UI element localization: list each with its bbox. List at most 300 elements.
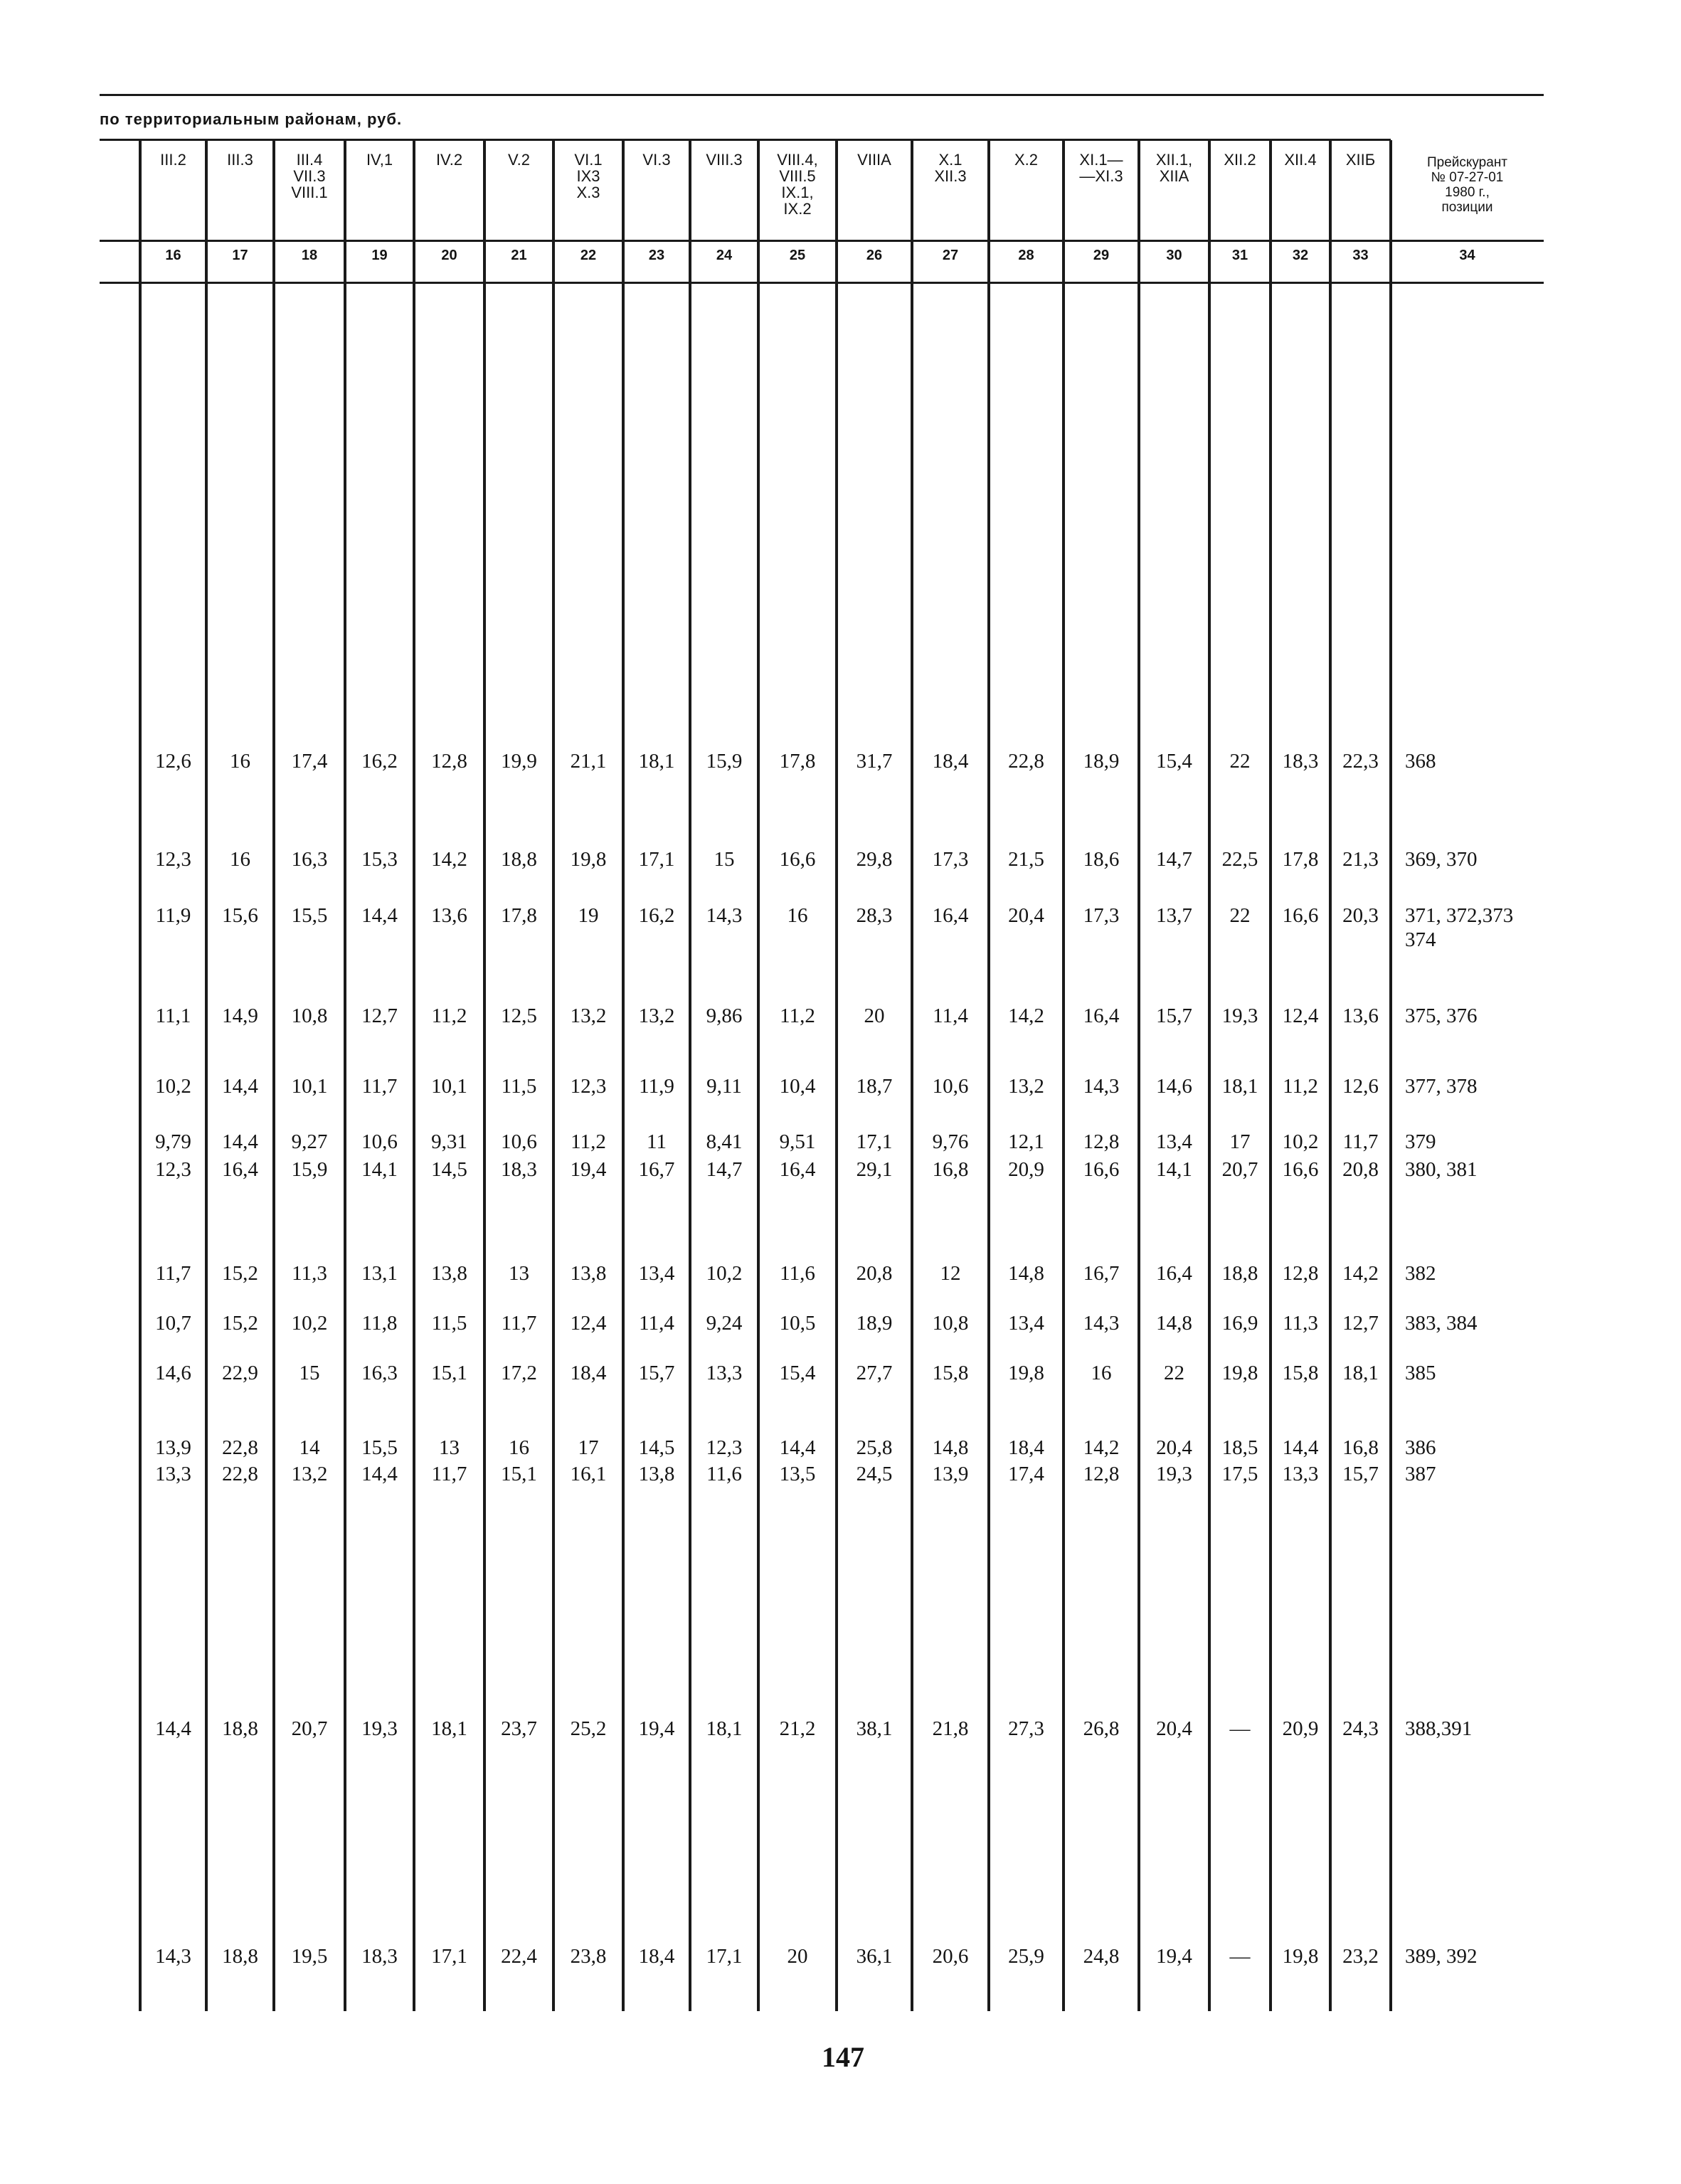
table-cell: 13,4 bbox=[1156, 1130, 1192, 1153]
table-cell: 13,8 bbox=[638, 1463, 675, 1485]
table-cell: 10,6 bbox=[361, 1130, 398, 1153]
table-cell: 17,4 bbox=[291, 750, 328, 773]
table-cell: 11,8 bbox=[361, 1312, 398, 1335]
table-cell: 20 bbox=[864, 1004, 885, 1027]
table-cell: 11,6 bbox=[706, 1463, 742, 1485]
table-cell: 13,2 bbox=[1008, 1075, 1044, 1098]
table-cell: 27,7 bbox=[856, 1362, 893, 1384]
table-cell: 16 bbox=[787, 904, 808, 927]
column-header: V.2 bbox=[507, 151, 530, 169]
table-cell: 19,4 bbox=[570, 1158, 607, 1181]
column-number: 34 bbox=[1459, 248, 1475, 263]
table-cell: 16 bbox=[230, 848, 250, 871]
table-cell: 13 bbox=[509, 1262, 529, 1285]
column-header: XI.1— —XI.3 bbox=[1079, 151, 1123, 185]
table-cell: 17,2 bbox=[501, 1362, 537, 1384]
table-cell: 15,7 bbox=[1342, 1463, 1379, 1485]
column-header: XII.1, XIIA bbox=[1155, 151, 1193, 185]
table-cell: 25,8 bbox=[856, 1436, 893, 1459]
table-cell: 19,4 bbox=[1156, 1945, 1192, 1968]
table-cell: 18,8 bbox=[222, 1945, 258, 1968]
table-cell: 16,7 bbox=[1083, 1262, 1120, 1285]
column-number: 33 bbox=[1352, 248, 1369, 263]
table-cell: 12,4 bbox=[1282, 1004, 1319, 1027]
table-cell: 15,9 bbox=[291, 1158, 328, 1181]
table-cell: 22,8 bbox=[1008, 750, 1044, 773]
table-cell: 28,3 bbox=[856, 904, 893, 927]
table-cell: 18,9 bbox=[856, 1312, 893, 1335]
table-cell: 18,9 bbox=[1083, 750, 1120, 773]
table-cell: 14,2 bbox=[1083, 1436, 1120, 1459]
table-cell: 22 bbox=[1229, 904, 1251, 927]
table-cell: 14,7 bbox=[1156, 848, 1192, 871]
table-cell: 9,11 bbox=[706, 1075, 742, 1098]
table-cell: 18,8 bbox=[501, 848, 537, 871]
table-cell: 10,7 bbox=[155, 1312, 191, 1335]
table-cell: 9,79 bbox=[155, 1130, 191, 1153]
table-cell: 14,8 bbox=[1008, 1262, 1044, 1285]
table-cell: 13,7 bbox=[1156, 904, 1192, 927]
table-cell: 11,3 bbox=[292, 1262, 327, 1285]
table-cell: 20,3 bbox=[1342, 904, 1379, 927]
table-cell: 11,2 bbox=[431, 1004, 467, 1027]
price-list-position: 379 bbox=[1405, 1130, 1436, 1153]
column-number: 22 bbox=[580, 248, 597, 263]
table-cell: 16,3 bbox=[361, 1362, 398, 1384]
table-cell: 15,2 bbox=[222, 1262, 258, 1285]
table-cell: 20 bbox=[787, 1945, 808, 1968]
table-cell: 13 bbox=[439, 1436, 460, 1459]
table-cell: 14,1 bbox=[1156, 1158, 1192, 1181]
table-cell: 17 bbox=[578, 1436, 599, 1459]
table-cell: 11,5 bbox=[431, 1312, 467, 1335]
column-number: 24 bbox=[716, 248, 733, 263]
table-cell: 11,1 bbox=[155, 1004, 191, 1027]
column-number: 18 bbox=[301, 248, 318, 263]
table-cell: 19 bbox=[578, 904, 599, 927]
table-cell: 18,4 bbox=[1008, 1436, 1044, 1459]
table-cell: 14,2 bbox=[1342, 1262, 1379, 1285]
table-cell: 11,6 bbox=[780, 1262, 815, 1285]
table-cell: 10,8 bbox=[291, 1004, 328, 1027]
table-cell: 14,1 bbox=[361, 1158, 398, 1181]
table-cell: 29,8 bbox=[856, 848, 893, 871]
column-number: 19 bbox=[371, 248, 388, 263]
table-cell: 13,2 bbox=[638, 1004, 675, 1027]
column-header: VI.1 IX3 X.3 bbox=[574, 151, 603, 201]
column-number: 16 bbox=[165, 248, 181, 263]
table-cell: 14,3 bbox=[1083, 1312, 1120, 1335]
column-header: IV,1 bbox=[366, 151, 393, 169]
column-number: 28 bbox=[1018, 248, 1034, 263]
table-cell: 18,5 bbox=[1221, 1436, 1258, 1459]
table-cell: 14,6 bbox=[155, 1362, 191, 1384]
table-cell: 13,3 bbox=[155, 1463, 191, 1485]
table-cell: 13,9 bbox=[932, 1463, 969, 1485]
table-cell: 16,9 bbox=[1221, 1312, 1258, 1335]
table-cell: 18,1 bbox=[1342, 1362, 1379, 1384]
column-header: III.2 bbox=[160, 151, 186, 169]
table-cell: 17,8 bbox=[779, 750, 816, 773]
table-cell: 11 bbox=[647, 1130, 667, 1153]
table-cell: 13,8 bbox=[431, 1262, 467, 1285]
table-cell: 15 bbox=[299, 1362, 320, 1384]
table-cell: 19,8 bbox=[1282, 1945, 1319, 1968]
table-cell: 16,8 bbox=[1342, 1436, 1379, 1459]
table-cell: 14,4 bbox=[1282, 1436, 1319, 1459]
table-cell: 18,1 bbox=[431, 1717, 467, 1740]
table-cell: 14,4 bbox=[361, 1463, 398, 1485]
table-cell: 12,8 bbox=[1083, 1463, 1120, 1485]
table-cell: 11,5 bbox=[501, 1075, 537, 1098]
table-cell: 14,4 bbox=[155, 1717, 191, 1740]
table-cell: 15,1 bbox=[501, 1463, 537, 1485]
price-list-position: 389, 392 bbox=[1405, 1945, 1478, 1968]
table-cell: 16 bbox=[509, 1436, 529, 1459]
table-cell: 23,7 bbox=[501, 1717, 537, 1740]
table-cell: 11,7 bbox=[431, 1463, 467, 1485]
column-number: 32 bbox=[1292, 248, 1309, 263]
table-cell: 25,2 bbox=[570, 1717, 607, 1740]
table-cell: 14,4 bbox=[779, 1436, 816, 1459]
table-cell: 13,5 bbox=[779, 1463, 816, 1485]
table-cell: 9,24 bbox=[706, 1312, 743, 1335]
table-cell: 18,6 bbox=[1083, 848, 1120, 871]
column-header: VIIIA bbox=[857, 151, 891, 169]
table-cell: 15,5 bbox=[291, 904, 328, 927]
table-cell: 9,51 bbox=[779, 1130, 816, 1153]
header-bottom-rule bbox=[100, 240, 1544, 242]
table-cell: 11,7 bbox=[155, 1262, 191, 1285]
table-cell: 19,9 bbox=[501, 750, 537, 773]
table-cell: 18,4 bbox=[638, 1945, 675, 1968]
table-cell: 21,3 bbox=[1342, 848, 1379, 871]
table-cell: 10,1 bbox=[291, 1075, 328, 1098]
table-cell: 15,8 bbox=[932, 1362, 969, 1384]
table-cell: 11,2 bbox=[1283, 1075, 1318, 1098]
table-cell: 18,8 bbox=[222, 1717, 258, 1740]
table-cell: 12,8 bbox=[1083, 1130, 1120, 1153]
table-cell: 17,8 bbox=[1282, 848, 1319, 871]
table-cell: 18,8 bbox=[1221, 1262, 1258, 1285]
table-cell: 26,8 bbox=[1083, 1717, 1120, 1740]
table-cell: 11,2 bbox=[780, 1004, 815, 1027]
table-cell: 19,8 bbox=[1221, 1362, 1258, 1384]
column-number: 27 bbox=[942, 248, 959, 263]
table-cell: 17,4 bbox=[1008, 1463, 1044, 1485]
column-number-rule bbox=[100, 282, 1544, 284]
table-cell: — bbox=[1229, 1945, 1251, 1968]
column-header: III.3 bbox=[227, 151, 253, 169]
price-list-position: 380, 381 bbox=[1405, 1158, 1478, 1181]
column-number: 20 bbox=[441, 248, 457, 263]
table-cell: — bbox=[1229, 1717, 1251, 1740]
column-number: 29 bbox=[1093, 248, 1110, 263]
table-cell: 12,1 bbox=[1008, 1130, 1044, 1153]
table-cell: 12 bbox=[940, 1262, 961, 1285]
table-cell: 11,7 bbox=[1342, 1130, 1379, 1153]
table-cell: 13,4 bbox=[1008, 1312, 1044, 1335]
table-cell: 9,31 bbox=[431, 1130, 467, 1153]
table-cell: 15 bbox=[714, 848, 735, 871]
table-cell: 18,3 bbox=[1282, 750, 1319, 773]
table-cell: 16,4 bbox=[1156, 1262, 1192, 1285]
table-cell: 13,8 bbox=[570, 1262, 607, 1285]
table-cell: 18,3 bbox=[361, 1945, 398, 1968]
table-cell: 10,6 bbox=[501, 1130, 537, 1153]
column-number: 23 bbox=[648, 248, 665, 263]
table-cell: 24,3 bbox=[1342, 1717, 1379, 1740]
table-cell: 16 bbox=[1091, 1362, 1112, 1384]
table-cell: 10,2 bbox=[1282, 1130, 1319, 1153]
table-cell: 15,3 bbox=[361, 848, 398, 871]
price-list-position: 374 bbox=[1405, 928, 1436, 951]
table-cell: 14,8 bbox=[932, 1436, 969, 1459]
table-cell: 14,8 bbox=[1156, 1312, 1192, 1335]
table-cell: 15,7 bbox=[1156, 1004, 1192, 1027]
table-cell: 17 bbox=[1229, 1130, 1251, 1153]
table-cell: 17,3 bbox=[932, 848, 969, 871]
table-cell: 17,1 bbox=[706, 1945, 743, 1968]
table-cell: 14,7 bbox=[706, 1158, 743, 1181]
table-cell: 13,3 bbox=[1282, 1463, 1319, 1485]
table-cell: 11,9 bbox=[639, 1075, 674, 1098]
table-cell: 22,5 bbox=[1221, 848, 1258, 871]
table-cell: 16,2 bbox=[361, 750, 398, 773]
table-cell: 13,9 bbox=[155, 1436, 191, 1459]
table-cell: 22,4 bbox=[501, 1945, 537, 1968]
table-cell: 38,1 bbox=[856, 1717, 893, 1740]
table-cell: 12,3 bbox=[706, 1436, 743, 1459]
table-cell: 17,1 bbox=[638, 848, 675, 871]
table-cell: 22,3 bbox=[1342, 750, 1379, 773]
price-list-position: 371, 372,373 bbox=[1405, 904, 1514, 927]
table-cell: 13,6 bbox=[1342, 1004, 1379, 1027]
table-cell: 14,4 bbox=[222, 1130, 258, 1153]
column-number: 25 bbox=[789, 248, 806, 263]
column-number: 31 bbox=[1231, 248, 1248, 263]
column-number: 21 bbox=[511, 248, 527, 263]
table-cell: 16,4 bbox=[932, 904, 969, 927]
table-cell: 11,4 bbox=[639, 1312, 674, 1335]
table-cell: 22,8 bbox=[222, 1463, 258, 1485]
table-cell: 15,4 bbox=[779, 1362, 816, 1384]
table-cell: 12,5 bbox=[501, 1004, 537, 1027]
column-header: IV.2 bbox=[435, 151, 463, 169]
table-cell: 18,4 bbox=[932, 750, 969, 773]
table-cell: 14,3 bbox=[1083, 1075, 1120, 1098]
table-cell: 10,6 bbox=[932, 1075, 969, 1098]
table-cell: 16,4 bbox=[222, 1158, 258, 1181]
table-cell: 16,6 bbox=[1282, 904, 1319, 927]
table-cell: 18,4 bbox=[570, 1362, 607, 1384]
table-cell: 13,1 bbox=[361, 1262, 398, 1285]
table-cell: 10,8 bbox=[932, 1312, 969, 1335]
table-cell: 19,5 bbox=[291, 1945, 328, 1968]
table-cell: 8,41 bbox=[706, 1130, 743, 1153]
table-cell: 23,8 bbox=[570, 1945, 607, 1968]
price-list-position: 386 bbox=[1405, 1436, 1436, 1459]
table-cell: 20,4 bbox=[1008, 904, 1044, 927]
table-cell: 14 bbox=[299, 1436, 320, 1459]
table-cell: 17,8 bbox=[501, 904, 537, 927]
column-number: 26 bbox=[866, 248, 883, 263]
table-cell: 13,2 bbox=[570, 1004, 607, 1027]
table-cell: 12,7 bbox=[1342, 1312, 1379, 1335]
column-header: VIII.3 bbox=[706, 151, 743, 169]
table-cell: 12,6 bbox=[155, 750, 191, 773]
table-cell: 14,4 bbox=[361, 904, 398, 927]
table-cell: 15,7 bbox=[638, 1362, 675, 1384]
table-cell: 16,7 bbox=[638, 1158, 675, 1181]
price-list-position: 369, 370 bbox=[1405, 848, 1478, 871]
table-cell: 21,8 bbox=[932, 1717, 969, 1740]
table-cell: 12,8 bbox=[1282, 1262, 1319, 1285]
table-cell: 17,3 bbox=[1083, 904, 1120, 927]
table-cell: 12,3 bbox=[155, 848, 191, 871]
table-cell: 11,4 bbox=[933, 1004, 968, 1027]
table-cell: 12,8 bbox=[431, 750, 467, 773]
price-list-position: 368 bbox=[1405, 750, 1436, 773]
table-cell: 10,2 bbox=[706, 1262, 743, 1285]
column-header: XIIБ bbox=[1345, 151, 1376, 169]
table-cell: 20,9 bbox=[1282, 1717, 1319, 1740]
table-cell: 24,5 bbox=[856, 1463, 893, 1485]
table-cell: 18,1 bbox=[638, 750, 675, 773]
table-cell: 17,1 bbox=[431, 1945, 467, 1968]
column-header: XII.2 bbox=[1224, 151, 1256, 169]
table-cell: 9,86 bbox=[706, 1004, 743, 1027]
column-header: III.4 VII.3 VIII.1 bbox=[291, 151, 328, 201]
table-cell: 14,9 bbox=[222, 1004, 258, 1027]
table-cell: 22,9 bbox=[222, 1362, 258, 1384]
table-cell: 23,2 bbox=[1342, 1945, 1379, 1968]
column-number: 30 bbox=[1166, 248, 1182, 263]
table-cell: 20,6 bbox=[932, 1945, 969, 1968]
table-cell: 14,5 bbox=[638, 1436, 675, 1459]
table-cell: 20,8 bbox=[856, 1262, 893, 1285]
table-cell: 14,5 bbox=[431, 1158, 467, 1181]
table-cell: 10,1 bbox=[431, 1075, 467, 1098]
table-cell: 16 bbox=[230, 750, 250, 773]
top-rule bbox=[100, 94, 1544, 96]
table-cell: 24,8 bbox=[1083, 1945, 1120, 1968]
table-cell: 19,4 bbox=[638, 1717, 675, 1740]
table-cell: 18,7 bbox=[856, 1075, 893, 1098]
price-list-position: 382 bbox=[1405, 1262, 1436, 1285]
table-cell: 17,1 bbox=[856, 1130, 893, 1153]
table-cell: 20,4 bbox=[1156, 1436, 1192, 1459]
price-list-position: 377, 378 bbox=[1405, 1075, 1478, 1098]
table-cell: 20,7 bbox=[1221, 1158, 1258, 1181]
table-cell: 12,6 bbox=[1342, 1075, 1379, 1098]
table-cell: 11,9 bbox=[155, 904, 191, 927]
table-cell: 14,2 bbox=[431, 848, 467, 871]
table-cell: 22 bbox=[1164, 1362, 1184, 1384]
table-cell: 11,7 bbox=[501, 1312, 537, 1335]
table-cell: 16,6 bbox=[1282, 1158, 1319, 1181]
column-number: 17 bbox=[232, 248, 248, 263]
table-cell: 15,5 bbox=[361, 1436, 398, 1459]
table-cell: 12,3 bbox=[155, 1158, 191, 1181]
column-header: VIII.4, VIII.5 IX.1, IX.2 bbox=[777, 151, 818, 218]
table-cell: 16,4 bbox=[779, 1158, 816, 1181]
table-cell: 15,8 bbox=[1282, 1362, 1319, 1384]
table-cell: 18,1 bbox=[706, 1717, 743, 1740]
table-cell: 36,1 bbox=[856, 1945, 893, 1968]
table-cell: 15,6 bbox=[222, 904, 258, 927]
table-cell: 12,3 bbox=[570, 1075, 607, 1098]
table-cell: 9,27 bbox=[291, 1130, 328, 1153]
table-cell: 11,7 bbox=[361, 1075, 398, 1098]
table-cell: 15,9 bbox=[706, 750, 743, 773]
table-cell: 19,3 bbox=[1221, 1004, 1258, 1027]
table-cell: 16,3 bbox=[291, 848, 328, 871]
table-cell: 21,1 bbox=[570, 750, 607, 773]
table-cell: 14,2 bbox=[1008, 1004, 1044, 1027]
table-cell: 16,1 bbox=[570, 1463, 607, 1485]
column-header: VI.3 bbox=[642, 151, 671, 169]
price-list-position: 383, 384 bbox=[1405, 1312, 1478, 1335]
column-header: X.2 bbox=[1014, 151, 1039, 169]
table-cell: 12,7 bbox=[361, 1004, 398, 1027]
table-cell: 16,2 bbox=[638, 904, 675, 927]
table-cell: 10,4 bbox=[779, 1075, 816, 1098]
table-cell: 11,3 bbox=[1283, 1312, 1318, 1335]
table-cell: 19,8 bbox=[1008, 1362, 1044, 1384]
table-cell: 13,3 bbox=[706, 1362, 743, 1384]
table-cell: 18,1 bbox=[1221, 1075, 1258, 1098]
table-cell: 17,5 bbox=[1221, 1463, 1258, 1485]
table-cell: 20,9 bbox=[1008, 1158, 1044, 1181]
table-cell: 19,8 bbox=[570, 848, 607, 871]
page-number: 147 bbox=[822, 2041, 864, 2073]
table-cell: 10,5 bbox=[779, 1312, 816, 1335]
table-cell: 12,4 bbox=[570, 1312, 607, 1335]
price-list-position: 388,391 bbox=[1405, 1717, 1473, 1740]
price-list-position: 385 bbox=[1405, 1362, 1436, 1384]
table-cell: 13,6 bbox=[431, 904, 467, 927]
table-cell: 15,1 bbox=[431, 1362, 467, 1384]
column-header: XII.4 bbox=[1284, 151, 1317, 169]
table-cell: 27,3 bbox=[1008, 1717, 1044, 1740]
table-cell: 16,8 bbox=[932, 1158, 969, 1181]
table-cell: 19,3 bbox=[361, 1717, 398, 1740]
table-cell: 9,76 bbox=[932, 1130, 969, 1153]
table-cell: 21,2 bbox=[779, 1717, 816, 1740]
table-cell: 16,6 bbox=[1083, 1158, 1120, 1181]
table-cell: 21,5 bbox=[1008, 848, 1044, 871]
table-cell: 13,2 bbox=[291, 1463, 328, 1485]
table-cell: 20,4 bbox=[1156, 1717, 1192, 1740]
table-cell: 14,3 bbox=[155, 1945, 191, 1968]
table-cell: 18,3 bbox=[501, 1158, 537, 1181]
table-cell: 14,4 bbox=[222, 1075, 258, 1098]
header-top-rule bbox=[100, 139, 1391, 141]
table-cell: 14,3 bbox=[706, 904, 743, 927]
table-cell: 22 bbox=[1229, 750, 1251, 773]
table-cell: 10,2 bbox=[155, 1075, 191, 1098]
column-header: X.1 XII.3 bbox=[934, 151, 967, 185]
table-cell: 15,2 bbox=[222, 1312, 258, 1335]
table-cell: 14,6 bbox=[1156, 1075, 1192, 1098]
price-list-position: 375, 376 bbox=[1405, 1004, 1478, 1027]
table-cell: 15,4 bbox=[1156, 750, 1192, 773]
table-cell: 13,4 bbox=[638, 1262, 675, 1285]
table-cell: 19,3 bbox=[1156, 1463, 1192, 1485]
table-cell: 11,2 bbox=[571, 1130, 606, 1153]
price-list-position: 387 bbox=[1405, 1463, 1436, 1485]
